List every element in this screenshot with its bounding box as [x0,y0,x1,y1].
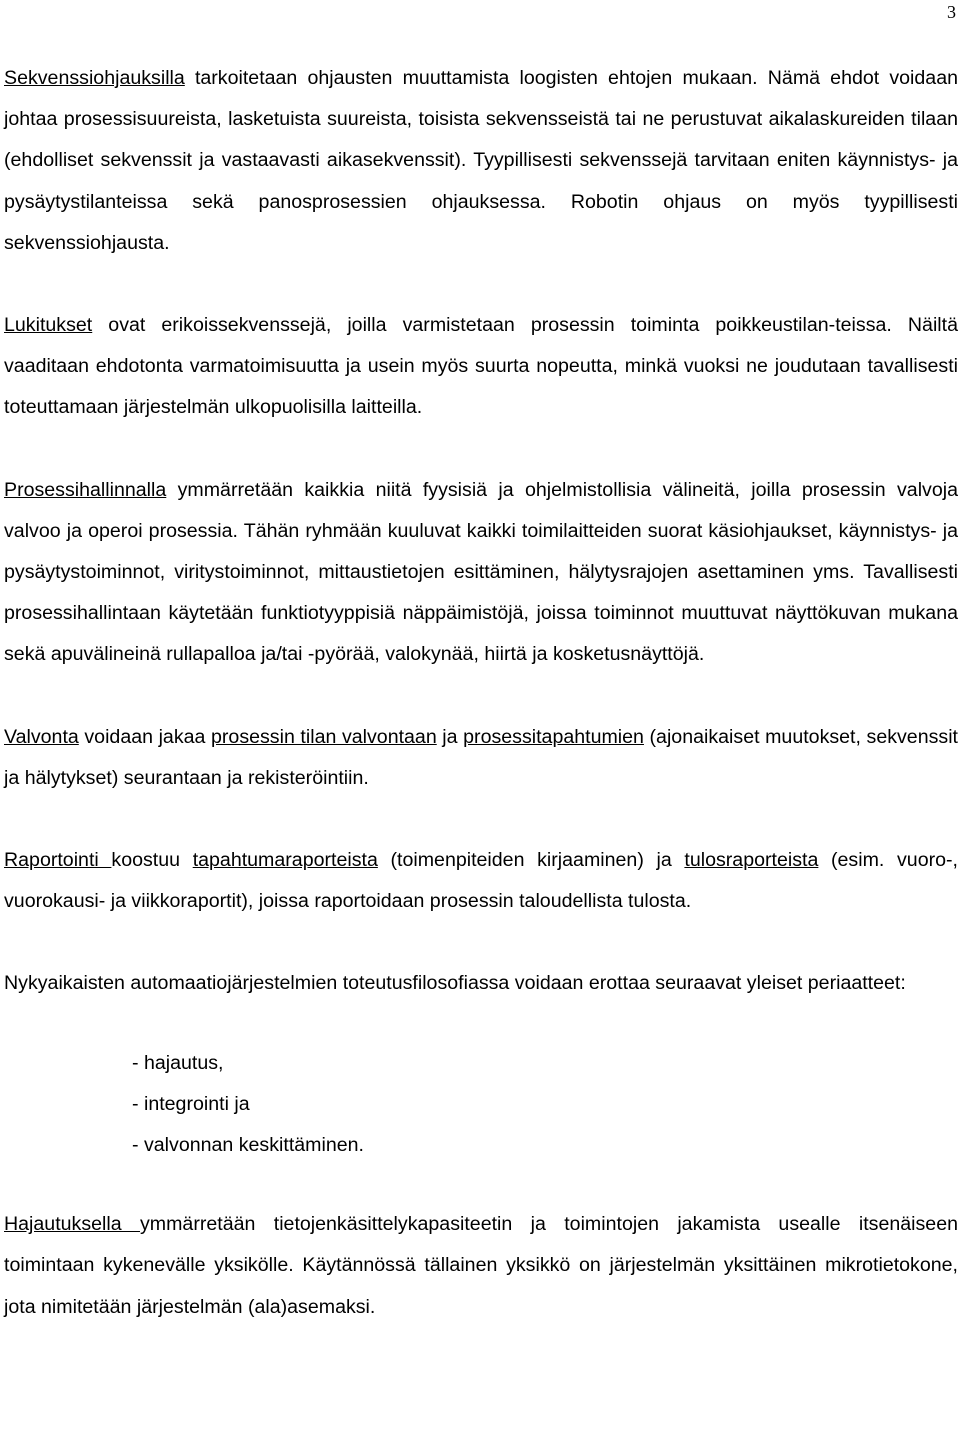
paragraph-reporting [4,840,958,922]
term-prosessin-tilan-valvontaan: prosessin tilan valvontaan [211,725,437,748]
term-lukitukset: Lukitukset [4,314,93,337]
term-valvonta: Valvonta [4,725,79,748]
term-tapahtumaraporteista: tapahtumaraporteista [192,849,378,872]
paragraph-sequence-control [4,58,958,264]
paragraph-text: (toimenpiteiden kirjaaminen) ja [377,849,685,872]
list-item: - valvonnan keskittäminen. [132,1134,364,1157]
paragraph-text: (ajonaikaiset muutokset, sekvenssit ja hälytykset) seurantaan ja rekisteröintiin. [4,725,958,789]
paragraph-text: voidaan jakaa [78,725,211,748]
page-number: 3 [947,2,956,22]
paragraph-text: ovat erikoissekvenssejä, joilla varmistetaan prosessin toiminta poikkeustilan-teissa. Näiltä vaaditaan ehdotonta varmatoimisuutta ja usein myös suurta nopeutta, minkä vuoksi ne joudutaan tavallisesti toteuttamaan järjestelmän ulkopuolisilla laitteilla. [4,314,958,419]
principles-list [4,1043,958,1167]
paragraph-principles-intro: Nykyaikaisten automaatiojärjestelmien toteutusfilosofiassa voidaan erottaa seuraavat yleiset periaatteet: [4,972,906,995]
paragraph-text: ymmärretään tietojenkäsittelykapasiteetin ja toimintojen jakamista usealle itsenäiseen toimintaan kykenevälle yksikölle. Käytännössä tällainen yksikkö on järjestelmän yksittäinen mikrotietokone, jota nimitetään järjestelmän (ala)asemaksi. [4,1213,959,1318]
list-item: - integrointi ja [132,1092,250,1115]
paragraph-text: (esim. vuoro-, vuorokausi- ja viikkoraportit), joissa raportoidaan prosessin taloudellista tulosta. [4,849,958,913]
document-body [4,58,958,1369]
paragraph-distribution [4,1204,958,1328]
list-item: - hajautus, [132,1051,224,1074]
paragraph-monitoring [4,717,958,799]
paragraph-interlocks [4,305,958,429]
term-sekvenssiohjauksilla: Sekvenssiohjauksilla [4,67,185,89]
paragraph-text: ja [436,725,464,748]
term-raportointi: Raportointi [4,849,112,872]
paragraph-text: koostuu [111,849,193,872]
paragraph-text: ymmärretään kaikkia niitä fyysisiä ja ohjelmistollisia välineitä, joilla prosessin valvoja valvoo ja operoi prosessia. Tähän ryhmään kuuluvat kaikki toimilaitteiden suorat käsiohjaukset, käynnistys- ja pysäytystoiminnot, viritystoiminnot, mittaustietojen esittäminen, hälytysrajojen asettaminen yms. Tavallisesti prosessihallintaan käytetään funktiotyyppisiä näppäimistöjä, joissa toiminnot muuttuvat näyttökuvan mukana sekä apuvälineinä rullapalloa ja/tai -pyörää, valokynää, hiirtä ja kosketusnäyttöjä. [4,478,958,666]
term-prosessitapahtumien: prosessitapahtumien [463,725,644,748]
term-prosessihallinnalla: Prosessihallinnalla [4,478,167,501]
paragraph-process-management [4,470,958,676]
paragraph-text: tarkoitetaan ohjausten muuttamista loogisten ehtojen mukaan. Nämä ehdot voidaan johtaa prosessisuureista, lasketuista suureista, toisista sekvensseistä tai ne perustuvat aikalaskureiden tilaan (ehdolliset sekvenssit ja vastaavasti aikasekvenssit). Tyypillisesti sekvenssejä tarvitaan eniten käynnistys- ja pysäytystilanteissa sekä panosprosessien ohjauksessa. Robotin ohjaus on myös tyypillisesti sekvenssiohjausta. [4,67,958,254]
term-hajautuksella: Hajautuksella [4,1213,140,1236]
term-tulosraporteista: tulosraporteista [684,849,819,872]
